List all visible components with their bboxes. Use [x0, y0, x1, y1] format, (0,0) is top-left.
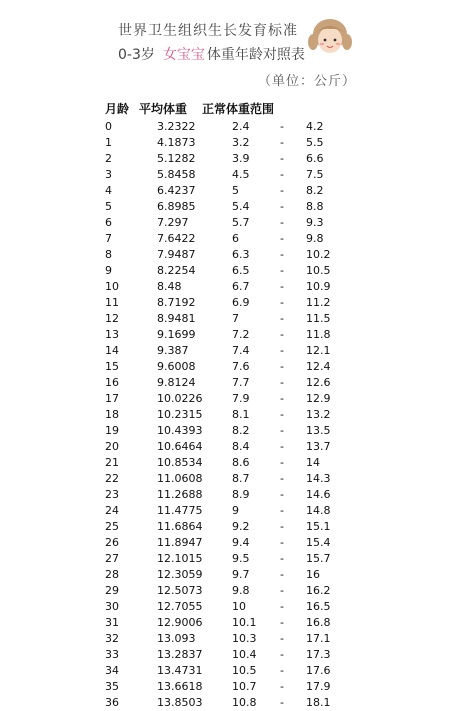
average-weight-cell: 5.1282: [157, 152, 196, 165]
average-weight-cell: 4.1873: [157, 136, 196, 149]
range-separator: -: [280, 648, 284, 661]
range-low-cell: 5.4: [232, 200, 250, 213]
range-high-cell: 16: [306, 568, 320, 581]
range-separator: -: [280, 200, 284, 213]
range-high-cell: 9.8: [306, 232, 324, 245]
table-row: [0, 263, 463, 279]
table-row: [0, 551, 463, 567]
range-high-cell: 14.8: [306, 504, 331, 517]
month-cell: 15: [105, 360, 119, 373]
title-rest: 体重年龄对照表: [206, 47, 305, 63]
table-row: [0, 695, 463, 711]
range-separator: -: [280, 184, 284, 197]
table-row: [0, 615, 463, 631]
range-high-cell: 11.8: [306, 328, 331, 341]
range-separator: -: [280, 616, 284, 629]
average-weight-cell: 7.9487: [157, 248, 196, 261]
average-weight-cell: 3.2322: [157, 120, 196, 133]
average-weight-cell: 13.2837: [157, 648, 203, 661]
range-high-cell: 13.5: [306, 424, 331, 437]
column-header-month: 月龄: [105, 102, 130, 116]
range-separator: -: [280, 232, 284, 245]
month-cell: 32: [105, 632, 119, 645]
month-cell: 9: [105, 264, 112, 277]
range-separator: -: [280, 664, 284, 677]
range-high-cell: 14.3: [306, 472, 331, 485]
range-separator: -: [280, 472, 284, 485]
table-row: [0, 327, 463, 343]
range-low-cell: 8.2: [232, 424, 250, 437]
range-low-cell: 5.7: [232, 216, 250, 229]
month-cell: 8: [105, 248, 112, 261]
range-separator: -: [280, 152, 284, 165]
average-weight-cell: 6.8985: [157, 200, 196, 213]
range-high-cell: 5.5: [306, 136, 324, 149]
range-low-cell: 7.4: [232, 344, 250, 357]
table-row: [0, 119, 463, 135]
table-row: [0, 295, 463, 311]
range-high-cell: 17.9: [306, 680, 331, 693]
table-row: [0, 183, 463, 199]
average-weight-cell: 12.3059: [157, 568, 203, 581]
range-low-cell: 10.5: [232, 664, 257, 677]
range-low-cell: 8.1: [232, 408, 250, 421]
month-cell: 7: [105, 232, 112, 245]
month-cell: 18: [105, 408, 119, 421]
table-row: [0, 359, 463, 375]
table-row: [0, 135, 463, 151]
range-separator: -: [280, 280, 284, 293]
range-separator: -: [280, 552, 284, 565]
column-header-range: 正常体重范围: [202, 102, 275, 116]
range-high-cell: 10.5: [306, 264, 331, 277]
average-weight-cell: 11.2688: [157, 488, 203, 501]
range-low-cell: 2.4: [232, 120, 250, 133]
table-row: [0, 215, 463, 231]
table-row: [0, 343, 463, 359]
table-row: [0, 407, 463, 423]
range-high-cell: 17.1: [306, 632, 331, 645]
range-low-cell: 7.2: [232, 328, 250, 341]
month-cell: 22: [105, 472, 119, 485]
average-weight-cell: 13.8503: [157, 696, 203, 709]
range-separator: -: [280, 632, 284, 645]
table-row: [0, 311, 463, 327]
range-high-cell: 7.5: [306, 168, 324, 181]
table-row: [0, 439, 463, 455]
range-separator: -: [280, 504, 284, 517]
month-cell: 29: [105, 584, 119, 597]
range-separator: -: [280, 264, 284, 277]
range-high-cell: 10.9: [306, 280, 331, 293]
month-cell: 31: [105, 616, 119, 629]
average-weight-cell: 10.4393: [157, 424, 203, 437]
table-row: [0, 503, 463, 519]
range-low-cell: 6.9: [232, 296, 250, 309]
range-high-cell: 17.6: [306, 664, 331, 677]
range-low-cell: 9.4: [232, 536, 250, 549]
girl-face-icon: [308, 14, 352, 60]
month-cell: 4: [105, 184, 112, 197]
range-low-cell: 4.5: [232, 168, 250, 181]
month-cell: 23: [105, 488, 119, 501]
range-low-cell: 3.9: [232, 152, 250, 165]
month-cell: 10: [105, 280, 119, 293]
range-low-cell: 9.2: [232, 520, 250, 533]
range-separator: -: [280, 584, 284, 597]
month-cell: 20: [105, 440, 119, 453]
month-cell: 35: [105, 680, 119, 693]
month-cell: 36: [105, 696, 119, 709]
average-weight-cell: 8.7192: [157, 296, 196, 309]
range-high-cell: 8.2: [306, 184, 324, 197]
range-low-cell: 10.8: [232, 696, 257, 709]
table-row: [0, 663, 463, 679]
range-high-cell: 18.1: [306, 696, 331, 709]
average-weight-cell: 12.5073: [157, 584, 203, 597]
table-row: [0, 583, 463, 599]
range-low-cell: 8.7: [232, 472, 250, 485]
month-cell: 13: [105, 328, 119, 341]
range-low-cell: 10.4: [232, 648, 257, 661]
range-separator: -: [280, 392, 284, 405]
range-high-cell: 13.2: [306, 408, 331, 421]
range-separator: -: [280, 520, 284, 533]
range-high-cell: 6.6: [306, 152, 324, 165]
average-weight-cell: 10.6464: [157, 440, 203, 453]
table-row: [0, 487, 463, 503]
range-separator: -: [280, 536, 284, 549]
title-line-2: [118, 44, 305, 64]
table-row: [0, 455, 463, 471]
month-cell: 17: [105, 392, 119, 405]
average-weight-cell: 11.0608: [157, 472, 203, 485]
table-row: [0, 679, 463, 695]
month-cell: 0: [105, 120, 112, 133]
table-row: [0, 567, 463, 583]
month-cell: 27: [105, 552, 119, 565]
average-weight-cell: 9.1699: [157, 328, 196, 341]
month-cell: 6: [105, 216, 112, 229]
average-weight-cell: 8.2254: [157, 264, 196, 277]
title-line-1: 世界卫生组织生长发育标准: [118, 23, 298, 39]
range-low-cell: 7.7: [232, 376, 250, 389]
range-low-cell: 9.7: [232, 568, 250, 581]
range-high-cell: 14: [306, 456, 320, 469]
range-separator: -: [280, 344, 284, 357]
range-separator: -: [280, 696, 284, 709]
range-low-cell: 7: [232, 312, 239, 325]
average-weight-cell: 11.4775: [157, 504, 203, 517]
range-separator: -: [280, 488, 284, 501]
month-cell: 19: [105, 424, 119, 437]
range-high-cell: 12.4: [306, 360, 331, 373]
range-separator: -: [280, 424, 284, 437]
average-weight-cell: 10.2315: [157, 408, 203, 421]
range-high-cell: 8.8: [306, 200, 324, 213]
column-header-average: 平均体重: [139, 102, 188, 116]
range-low-cell: 6.3: [232, 248, 250, 261]
average-weight-cell: 7.297: [157, 216, 189, 229]
range-high-cell: 11.5: [306, 312, 331, 325]
range-high-cell: 15.1: [306, 520, 331, 533]
range-high-cell: 10.2: [306, 248, 331, 261]
range-low-cell: 10.7: [232, 680, 257, 693]
range-separator: -: [280, 216, 284, 229]
month-cell: 34: [105, 664, 119, 677]
month-cell: 14: [105, 344, 119, 357]
range-separator: -: [280, 312, 284, 325]
month-cell: 16: [105, 376, 119, 389]
age-range: 0-3岁: [118, 47, 155, 63]
table-row: [0, 471, 463, 487]
average-weight-cell: 5.8458: [157, 168, 196, 181]
average-weight-cell: 11.6864: [157, 520, 203, 533]
average-weight-cell: 8.48: [157, 280, 182, 293]
table-row: [0, 391, 463, 407]
range-low-cell: 5: [232, 184, 239, 197]
range-high-cell: 9.3: [306, 216, 324, 229]
month-cell: 3: [105, 168, 112, 181]
table-row: [0, 535, 463, 551]
table-row: [0, 247, 463, 263]
range-high-cell: 12.9: [306, 392, 331, 405]
range-high-cell: 15.7: [306, 552, 331, 565]
range-separator: -: [280, 568, 284, 581]
range-low-cell: 8.9: [232, 488, 250, 501]
range-high-cell: 16.8: [306, 616, 331, 629]
range-low-cell: 9.8: [232, 584, 250, 597]
range-low-cell: 9: [232, 504, 239, 517]
range-separator: -: [280, 328, 284, 341]
table-row: [0, 151, 463, 167]
average-weight-cell: 10.0226: [157, 392, 203, 405]
range-separator: -: [280, 600, 284, 613]
range-low-cell: 10: [232, 600, 246, 613]
table-row: [0, 647, 463, 663]
month-cell: 21: [105, 456, 119, 469]
range-separator: -: [280, 120, 284, 133]
month-cell: 28: [105, 568, 119, 581]
average-weight-cell: 10.8534: [157, 456, 203, 469]
table-row: [0, 167, 463, 183]
month-cell: 24: [105, 504, 119, 517]
range-low-cell: 6.7: [232, 280, 250, 293]
range-separator: -: [280, 456, 284, 469]
range-high-cell: 12.6: [306, 376, 331, 389]
table-row: [0, 423, 463, 439]
month-cell: 33: [105, 648, 119, 661]
average-weight-cell: 9.6008: [157, 360, 196, 373]
month-cell: 30: [105, 600, 119, 613]
table-row: [0, 279, 463, 295]
range-separator: -: [280, 296, 284, 309]
range-low-cell: 8.6: [232, 456, 250, 469]
average-weight-cell: 7.6422: [157, 232, 196, 245]
month-cell: 5: [105, 200, 112, 213]
range-separator: -: [280, 680, 284, 693]
table-row: [0, 375, 463, 391]
table-row: [0, 631, 463, 647]
range-low-cell: 6: [232, 232, 239, 245]
month-cell: 1: [105, 136, 112, 149]
average-weight-cell: 12.9006: [157, 616, 203, 629]
month-cell: 11: [105, 296, 119, 309]
weight-table-body: [0, 119, 463, 711]
document-header: [0, 0, 463, 95]
range-high-cell: 15.4: [306, 536, 331, 549]
range-high-cell: 4.2: [306, 120, 324, 133]
range-low-cell: 7.9: [232, 392, 250, 405]
range-separator: -: [280, 248, 284, 261]
range-separator: -: [280, 360, 284, 373]
highlight-girl-baby: 女宝宝: [162, 47, 205, 63]
range-separator: -: [280, 440, 284, 453]
month-cell: 25: [105, 520, 119, 533]
table-row: [0, 519, 463, 535]
range-high-cell: 12.1: [306, 344, 331, 357]
average-weight-cell: 12.1015: [157, 552, 203, 565]
average-weight-cell: 9.387: [157, 344, 189, 357]
average-weight-cell: 11.8947: [157, 536, 203, 549]
month-cell: 2: [105, 152, 112, 165]
range-separator: -: [280, 376, 284, 389]
range-high-cell: 16.5: [306, 600, 331, 613]
average-weight-cell: 12.7055: [157, 600, 203, 613]
range-low-cell: 6.5: [232, 264, 250, 277]
average-weight-cell: 13.093: [157, 632, 196, 645]
range-high-cell: 13.7: [306, 440, 331, 453]
range-separator: -: [280, 408, 284, 421]
range-low-cell: 9.5: [232, 552, 250, 565]
average-weight-cell: 6.4237: [157, 184, 196, 197]
range-separator: -: [280, 168, 284, 181]
table-row: [0, 599, 463, 615]
unit-label: （单位：公斤）: [258, 74, 357, 89]
range-low-cell: 3.2: [232, 136, 250, 149]
range-low-cell: 10.1: [232, 616, 257, 629]
range-separator: -: [280, 136, 284, 149]
average-weight-cell: 8.9481: [157, 312, 196, 325]
month-cell: 26: [105, 536, 119, 549]
table-row: [0, 231, 463, 247]
average-weight-cell: 13.6618: [157, 680, 203, 693]
range-low-cell: 7.6: [232, 360, 250, 373]
range-high-cell: 17.3: [306, 648, 331, 661]
range-high-cell: 14.6: [306, 488, 331, 501]
month-cell: 12: [105, 312, 119, 325]
average-weight-cell: 13.4731: [157, 664, 203, 677]
range-low-cell: 8.4: [232, 440, 250, 453]
average-weight-cell: 9.8124: [157, 376, 196, 389]
range-high-cell: 11.2: [306, 296, 331, 309]
table-row: [0, 199, 463, 215]
range-low-cell: 10.3: [232, 632, 257, 645]
range-high-cell: 16.2: [306, 584, 331, 597]
